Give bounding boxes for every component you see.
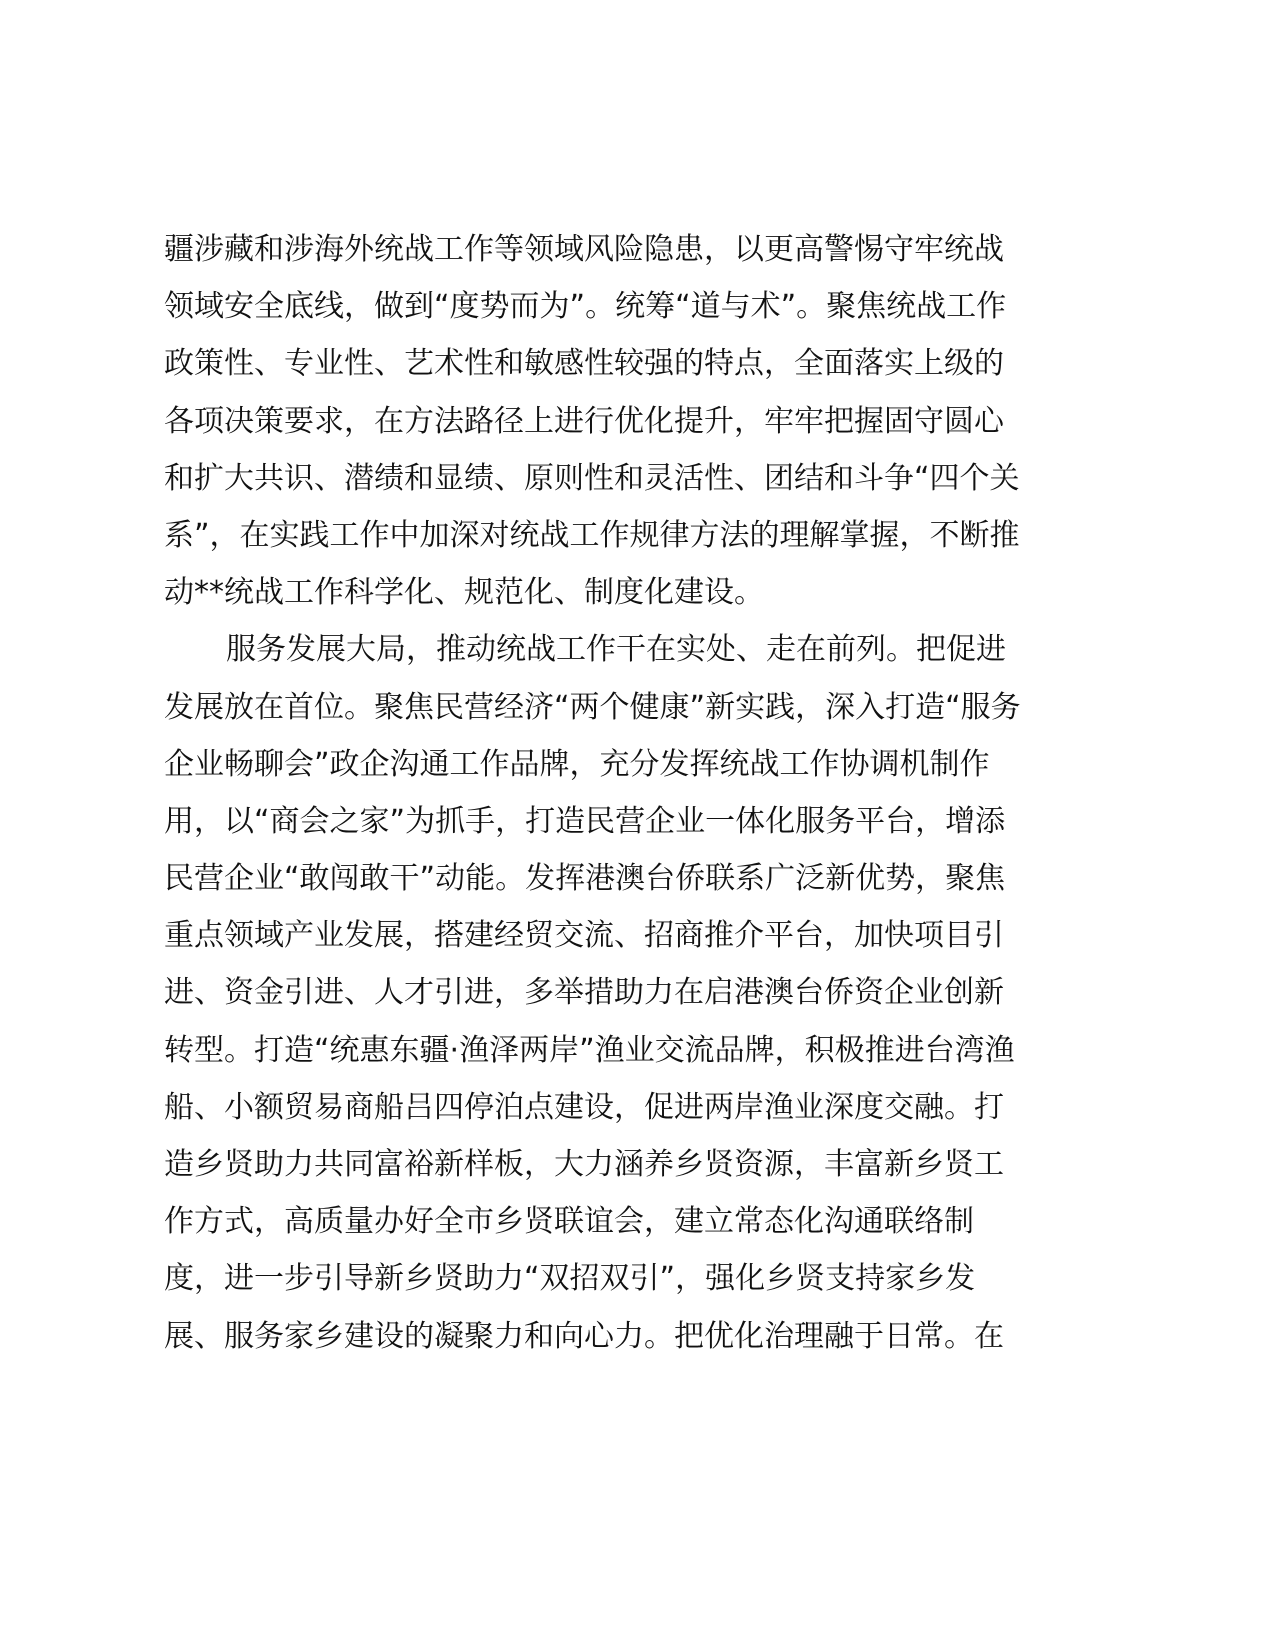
text-line: 进、资金引进、人才引进，多举措助力在启港澳台侨资企业创新: [164, 975, 1004, 1011]
text-line-indented: 服务发展大局，推动统战工作干在实处、走在前列。把促进: [226, 632, 1006, 668]
text-line: 重点领域产业发展，搭建经贸交流、招商推介平台，加快项目引: [164, 918, 1004, 954]
text-line: 各项决策要求，在方法路径上进行优化提升，牢牢把握固守圆心: [164, 403, 1004, 439]
text-line: 企业畅聊会”政企沟通工作品牌，充分发挥统战工作协调机制作: [164, 746, 990, 782]
text-line: 船、小额贸易商船吕四停泊点建设，促进两岸渔业深度交融。打: [164, 1089, 1004, 1125]
text-line: 转型。打造“统惠东疆·渔泽两岸”渔业交流品牌，积极推进台湾渔: [164, 1032, 1015, 1068]
text-line: 政策性、专业性、艺术性和敏感性较强的特点，全面落实上级的: [164, 346, 1004, 382]
text-line: 和扩大共识、潜绩和显绩、原则性和灵活性、团结和斗争“四个关: [164, 460, 1020, 496]
text-line: 动**统战工作科学化、规范化、制度化建设。: [164, 575, 764, 611]
text-line: 展、服务家乡建设的凝聚力和向心力。把优化治理融于日常。在: [164, 1318, 1004, 1354]
text-line: 系”，在实践工作中加深对统战工作规律方法的理解掌握，不断推: [164, 517, 1020, 553]
paragraph-1: [164, 221, 1124, 621]
text-line: 民营企业“敢闯敢干”动能。发挥港澳台侨联系广泛新优势，聚焦: [164, 861, 1006, 897]
text-line: 用，以“商会之家”为抓手，打造民营企业一体化服务平台，增添: [164, 803, 1006, 839]
text-line: 造乡贤助力共同富裕新样板，大力涵养乡贤资源，丰富新乡贤工: [164, 1147, 1004, 1182]
body-text: [164, 221, 1124, 1365]
text-line: 发展放在首位。聚焦民营经济“两个健康”新实践，深入打造“服务: [164, 689, 1021, 725]
text-line: 作方式，高质量办好全市乡贤联谊会，建立常态化沟通联络制: [164, 1204, 974, 1240]
paragraph-2: [164, 621, 1124, 1364]
text-line: 领域安全底线，做到“度势而为”。统筹“道与术”。聚焦统战工作: [164, 289, 1007, 325]
text-line: 度，进一步引导新乡贤助力“双招双引”，强化乡贤支持家乡发: [164, 1261, 976, 1297]
text-line: 疆涉藏和涉海外统战工作等领域风险隐患，以更高警惕守牢统战: [164, 232, 1004, 267]
